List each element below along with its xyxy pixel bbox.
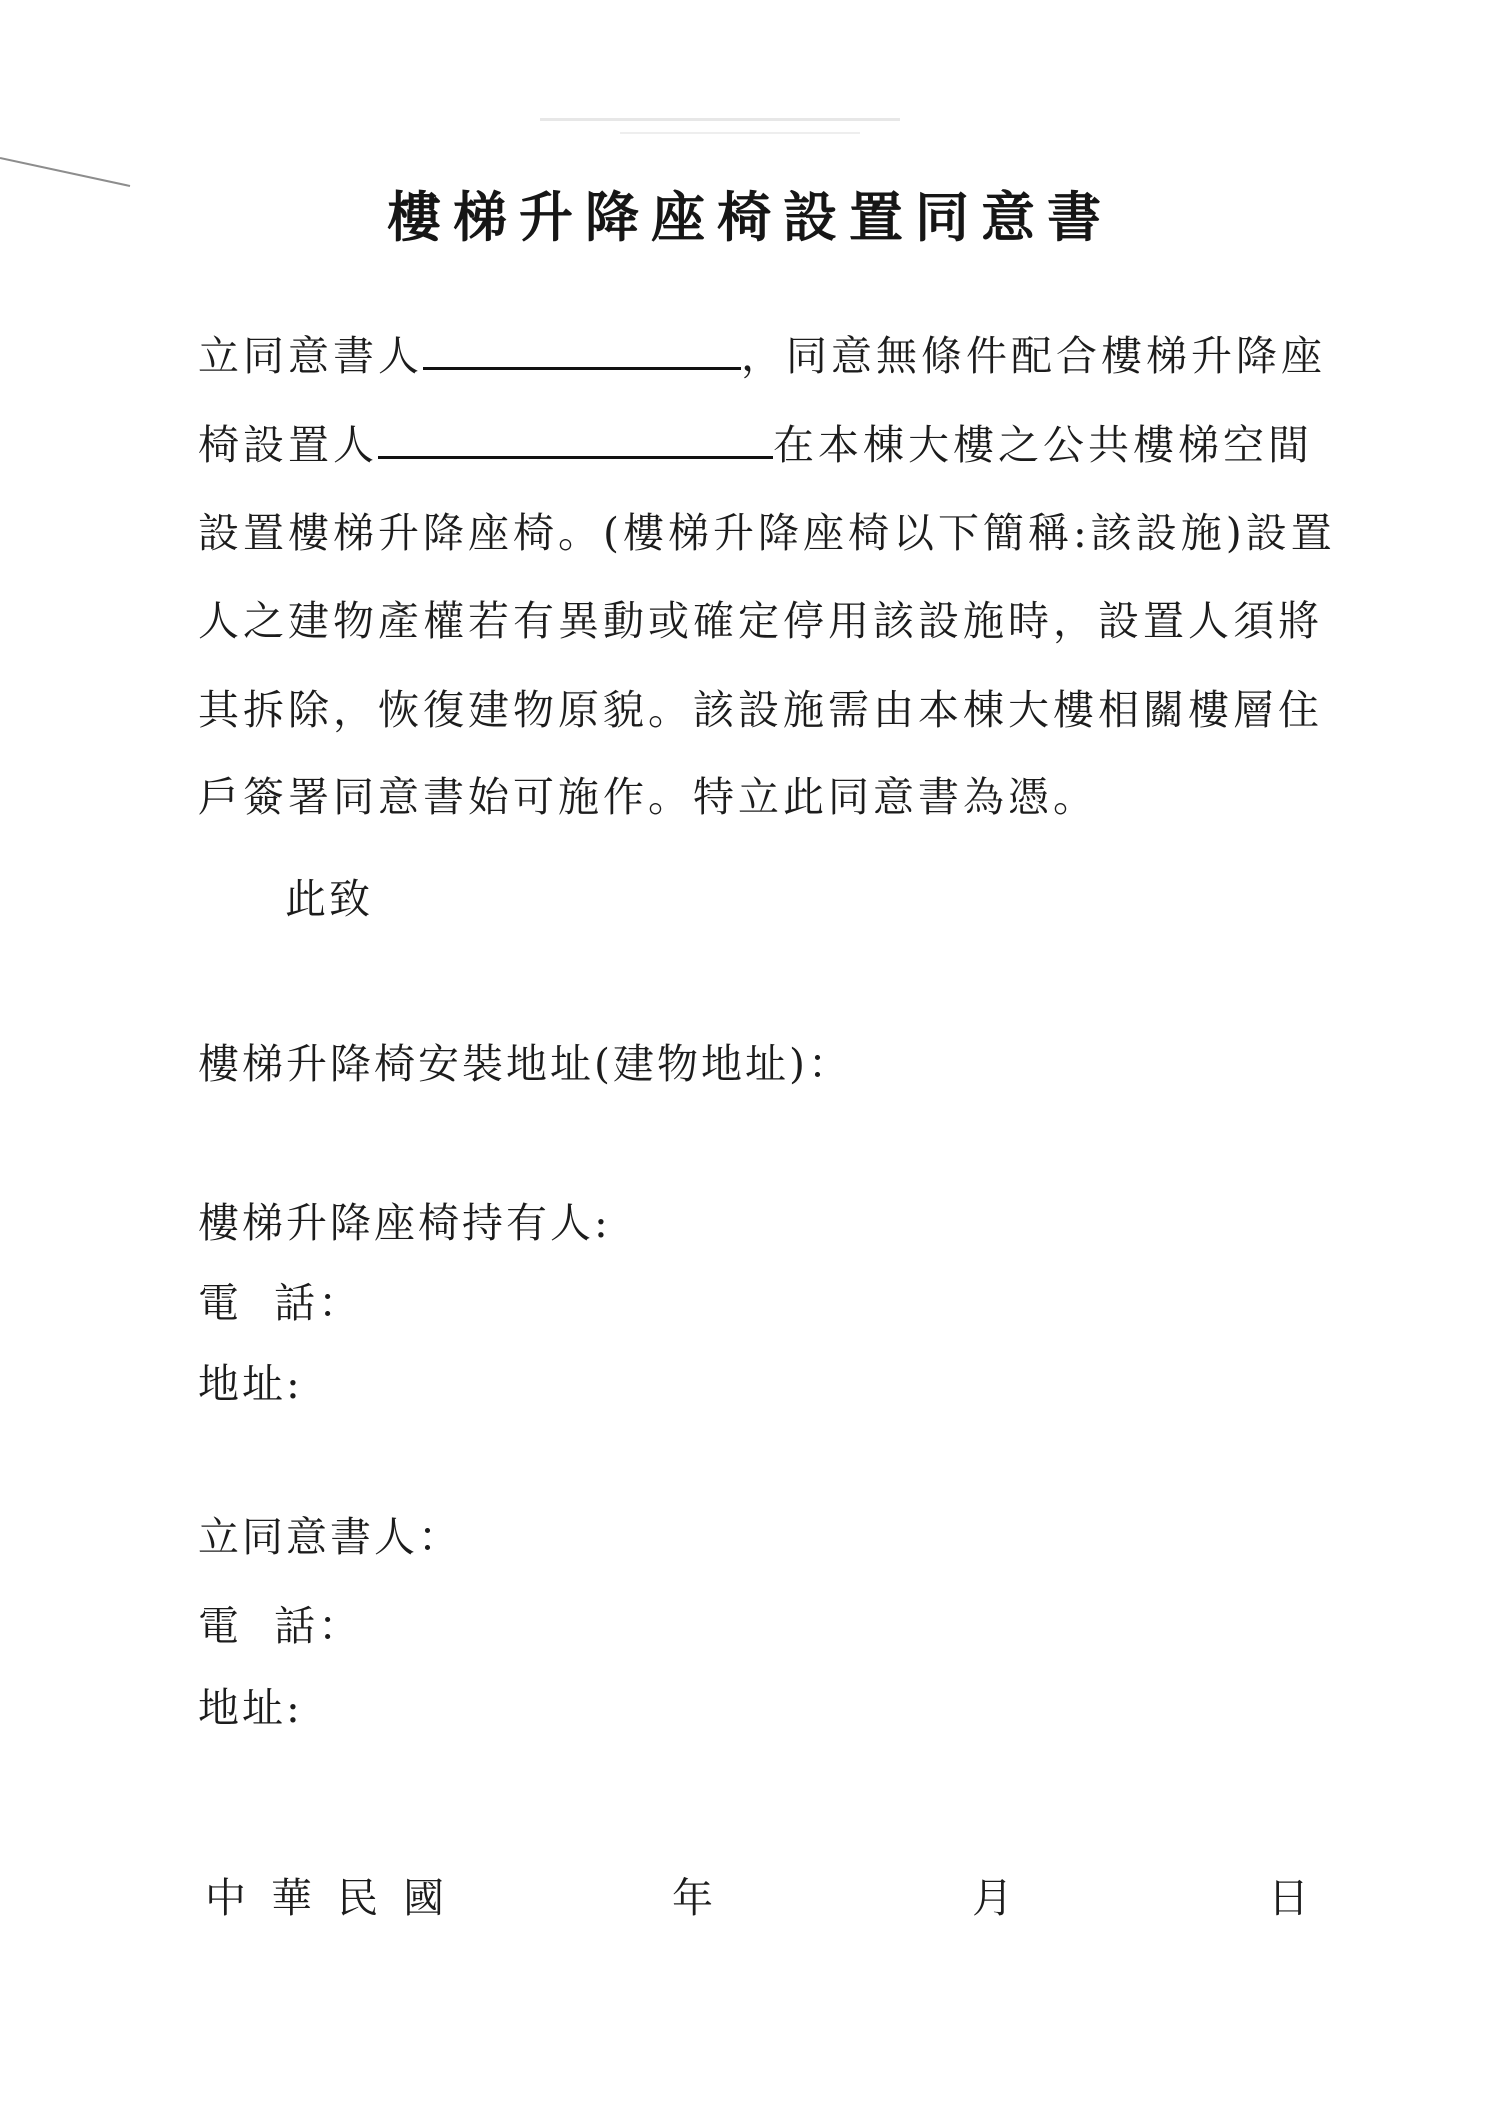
consenter-name-blank[interactable]	[423, 331, 741, 370]
body-line-2-suffix: 在本棟大樓之公共樓梯空間	[773, 421, 1313, 469]
holder-phone-label: 電 話：	[198, 1279, 363, 1327]
body-line-3: 設置樓梯升降座椅。(樓梯升降座椅以下簡稱:該設施)設置	[198, 509, 1336, 557]
holder-address-label: 地址:	[198, 1360, 303, 1408]
date-day: 日	[1268, 1874, 1309, 1922]
salutation: 此致	[285, 875, 373, 923]
holder-label: 樓梯升降座椅持有人:	[198, 1199, 611, 1247]
install-address-label: 樓梯升降椅安裝地址(建物地址)：	[198, 1040, 852, 1088]
body-line-2	[198, 412, 1313, 471]
consenter-address-label: 地址:	[198, 1684, 303, 1732]
scan-artifact-top	[540, 118, 900, 121]
body-line-1-suffix: ，同意無條件配合樓梯升降座	[741, 332, 1326, 380]
date-month: 月	[972, 1874, 1013, 1922]
installer-name-blank[interactable]	[378, 420, 773, 459]
date-year: 年	[672, 1874, 713, 1922]
body-line-4: 人之建物產權若有異動或確定停用該設施時，設置人須將	[198, 597, 1323, 645]
body-line-5: 其拆除，恢復建物原貌。該設施需由本棟大樓相關樓層住	[198, 686, 1323, 734]
consenter-phone-label: 電 話：	[198, 1602, 363, 1650]
consenter-label: 立同意書人：	[198, 1513, 462, 1561]
body-line-2-prefix: 椅設置人	[198, 421, 378, 469]
body-line-1	[198, 323, 1326, 382]
body-line-6: 戶簽署同意書始可施作。特立此同意書為憑。	[198, 773, 1098, 821]
document-title: 樓梯升降座椅設置同意書	[387, 185, 1113, 249]
date-era: 中 華 民 國	[205, 1874, 451, 1922]
body-line-1-prefix: 立同意書人	[198, 332, 423, 380]
scan-artifact-top-2	[620, 132, 860, 134]
